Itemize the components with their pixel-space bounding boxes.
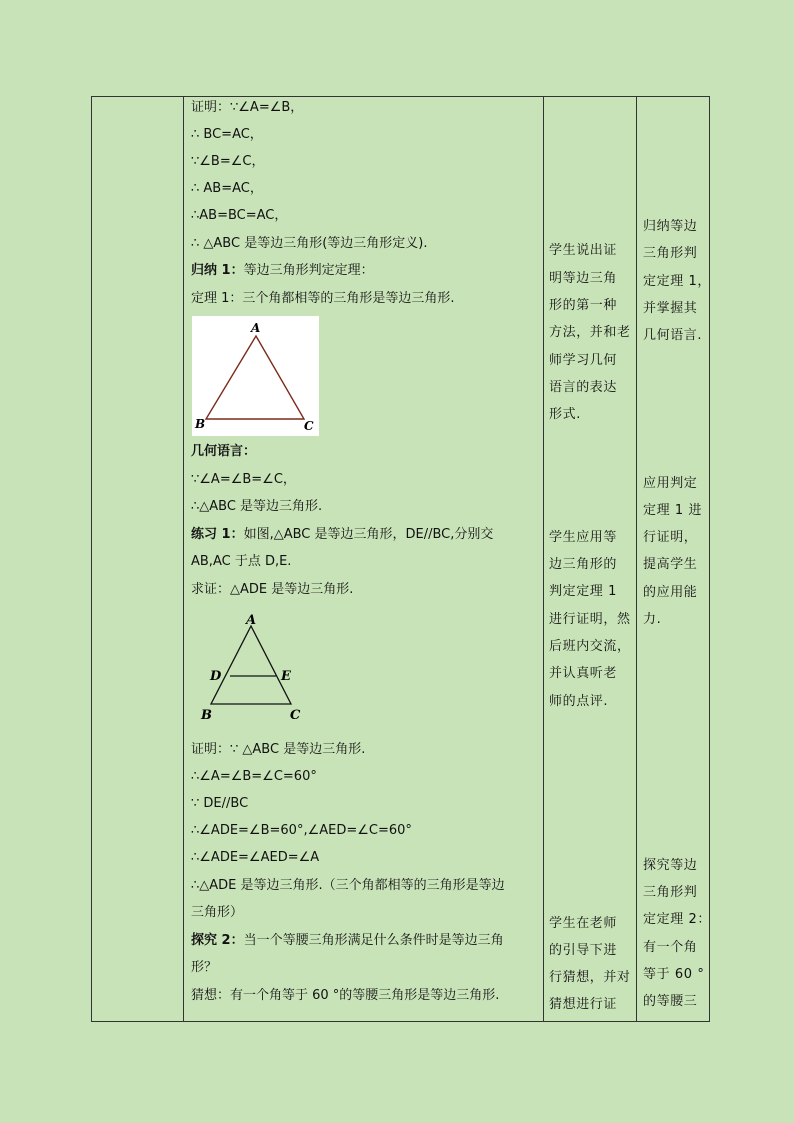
intent-block1-line: 并掌握其 (643, 301, 698, 316)
vertex-label-e: E (281, 669, 291, 684)
student-block3-line: 学生在老师 (549, 916, 618, 931)
content-column (191, 97, 541, 1021)
proof2-line: ∴△ADE 是等边三角形.（三个角都相等的三角形是等边 (191, 878, 505, 893)
intent-block2-line: 行证明， (643, 530, 698, 545)
exercise-label: 练习 1： (191, 527, 244, 542)
intent-block2-line: 力. (643, 612, 662, 627)
proof2-line: ∴∠ADE=∠B=60°,∠AED=∠C=60° (191, 823, 412, 838)
student-block3-line: 行猜想，并对 (549, 970, 631, 985)
student-block2-line: 后班内交流， (549, 639, 631, 654)
triangle-figure-2 (197, 612, 317, 724)
vertex-label-b: B (195, 417, 206, 431)
student-block1-line: 语言的表达 (549, 380, 618, 395)
vertex-label-d: D (210, 669, 222, 684)
intent-block3-line: 的等腰三 (643, 994, 698, 1009)
theorem1: 定理 1：三个角都相等的三角形是等边三角形. (191, 291, 455, 306)
vertex-label-b: B (201, 708, 212, 723)
explore-label: 探究 2： (191, 933, 244, 948)
student-block3-line: 的引导下进 (549, 943, 618, 958)
vertex-label-c: C (304, 419, 314, 433)
exercise-text: 如图,△ABC 是等边三角形，DE//BC,分别交 (243, 527, 494, 542)
student-block1-line: 方法，并和老 (549, 325, 631, 340)
summary-label: 归纳 1： (191, 263, 244, 278)
proof2-line: ∵ DE//BC (191, 796, 249, 811)
exercise-line-3: 求证：△ADE 是等边三角形. (191, 582, 354, 597)
explore-text: 当一个等腰三角形满足什么条件时是等边三角 (243, 933, 504, 948)
intent-block3-line: 有一个角 (643, 940, 698, 955)
intent-block3-line: 探究等边 (643, 858, 698, 873)
student-block1-line: 形式. (549, 407, 581, 422)
explore-line (191, 932, 504, 950)
student-block2-line: 进行证明，然 (549, 612, 631, 627)
triangle-abc (206, 336, 304, 419)
intent-block1-line: 三角形判 (643, 246, 698, 261)
lesson-table (91, 96, 710, 1022)
intent-block2-line: 定理 1 进 (643, 503, 703, 518)
student-block3-line: 猜想进行证 (549, 997, 618, 1012)
proof2-line: 证明：∵ △ABC 是等边三角形. (191, 742, 366, 757)
guess-line: 猜想：有一个角等于 60 °的等腰三角形是等边三角形. (191, 988, 500, 1003)
geo-line: ∴△ABC 是等边三角形. (191, 499, 323, 514)
explore-line-2: 形？ (191, 960, 218, 975)
triangle-figure-1 (192, 316, 319, 436)
intent-column (643, 97, 712, 1021)
intent-block2-line: 提高学生 (643, 557, 698, 572)
proof1-line: 证明：∵∠A=∠B， (191, 100, 304, 115)
student-block2-line: 边三角形的 (549, 557, 618, 572)
proof1-line: ∵∠B=∠C， (191, 154, 265, 169)
intent-block2-line: 应用判定 (643, 476, 698, 491)
geo-line: ∵∠A=∠B=∠C， (191, 472, 296, 487)
intent-block3-line: 定定理 2： (643, 912, 712, 927)
vertex-label-a: A (246, 613, 257, 628)
exercise-line-2: AB,AC 于点 D,E. (191, 554, 292, 569)
student-block1-line: 形的第一种 (549, 298, 618, 313)
intent-block3-line: 三角形判 (643, 885, 698, 900)
column-divider-3 (636, 97, 637, 1021)
student-block1-line: 明等边三角 (549, 271, 618, 286)
triangle-abc-2 (211, 626, 291, 704)
proof2-line: 三角形） (191, 905, 244, 920)
student-block1-line: 师学习几何 (549, 353, 618, 368)
proof1-line: ∴ △ABC 是等边三角形(等边三角形定义). (191, 236, 428, 251)
student-block2-line: 并认真听老 (549, 666, 618, 681)
intent-block2-line: 的应用能 (643, 585, 698, 600)
student-block1-line: 学生说出证 (549, 243, 618, 258)
student-column (549, 97, 635, 1021)
intent-block1-line: 几何语言. (643, 328, 703, 343)
student-block2-line: 判定定理 1 (549, 584, 618, 599)
summary-text: 等边三角形判定定理： (243, 263, 374, 278)
intent-block1-line: 定定理 1， (643, 274, 712, 289)
intent-block3-line: 等于 60 ° (643, 967, 705, 982)
column-divider-1 (183, 97, 184, 1021)
proof1-line: ∴ BC=AC， (191, 127, 263, 142)
proof2-line: ∴∠A=∠B=∠C=60° (191, 769, 317, 784)
vertex-label-c: C (290, 708, 301, 723)
summary-line (191, 262, 374, 280)
proof1-line: ∴ AB=AC， (191, 181, 263, 196)
column-divider-2 (543, 97, 544, 1021)
student-block2-line: 师的点评. (549, 694, 609, 709)
student-block2-line: 学生应用等 (549, 530, 618, 545)
exercise-line (191, 526, 493, 544)
proof2-line: ∴∠ADE=∠AED=∠A (191, 850, 320, 865)
geo-title: 几何语言： (191, 444, 257, 459)
proof1-line: ∴AB=BC=AC， (191, 208, 288, 223)
intent-block1-line: 归纳等边 (643, 219, 698, 234)
vertex-label-a: A (251, 321, 261, 335)
